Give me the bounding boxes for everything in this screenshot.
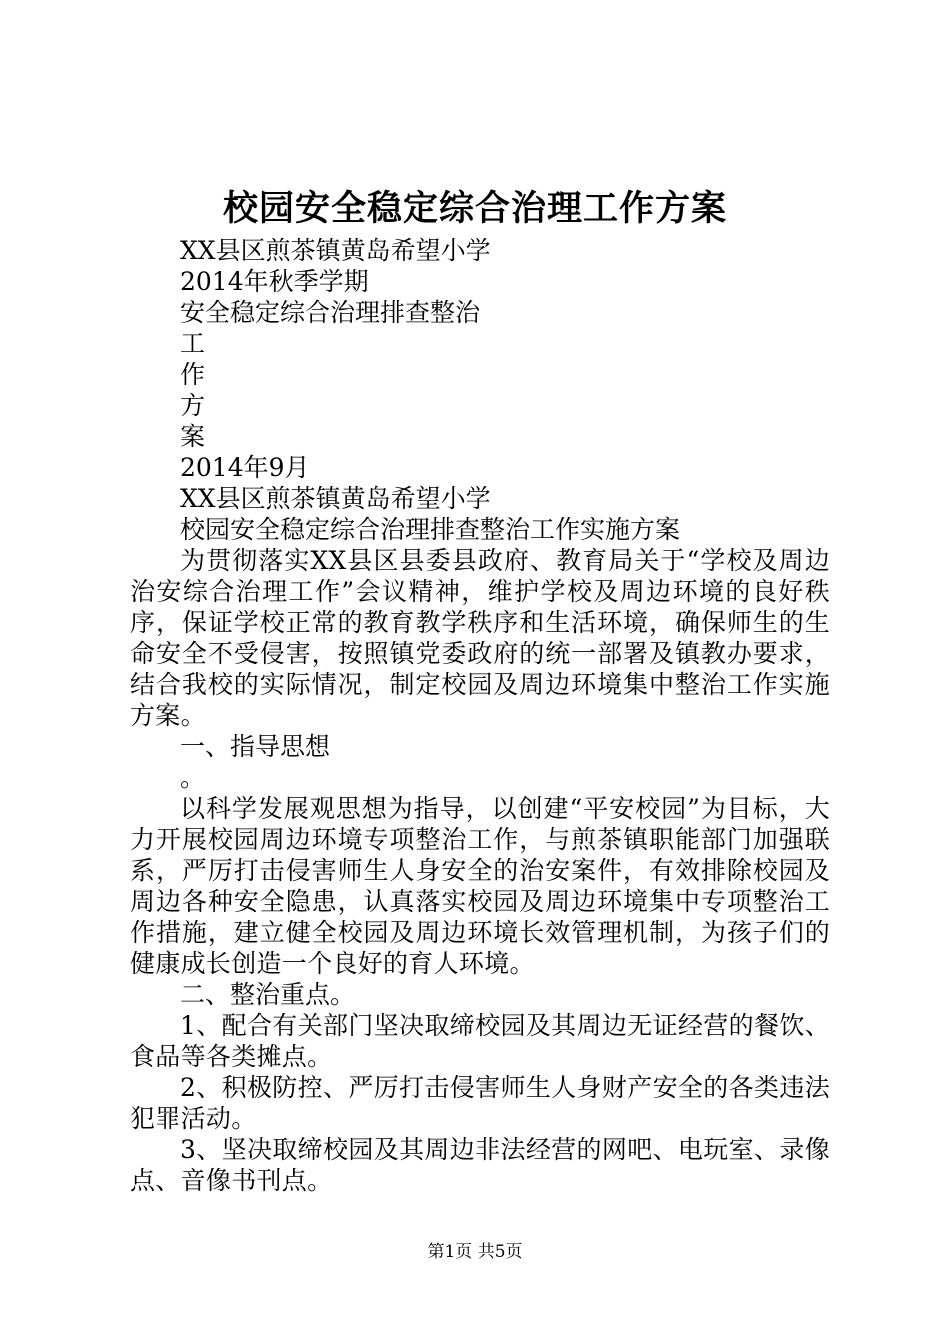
plan-title: 校园安全稳定综合治理排查整治工作实施方案 xyxy=(180,515,681,544)
section2-item: 3、坚决取缔校园及其周边非法经营的网吧、电玩室、录像点、音像书刊点。 xyxy=(130,1135,830,1195)
document-title: 校园安全稳定综合治理工作方案 xyxy=(222,188,727,229)
cover-school: XX县区煎茶镇黄岛希望小学 xyxy=(180,236,491,265)
cover-vertical-char: 作 xyxy=(180,360,206,389)
document-body xyxy=(130,235,830,1196)
section2-heading: 二、整治重点。 xyxy=(180,980,356,1009)
section2-item: 2、积极防控、严厉打击侵害师生人身财产安全的各类违法犯罪活动。 xyxy=(130,1073,830,1133)
section2-item: 1、配合有关部门坚决取缔校园及其周边无证经营的餐饮、食品等各类摊点。 xyxy=(130,1011,830,1071)
cover-vertical-char: 案 xyxy=(180,422,206,451)
cover-subject: 安全稳定综合治理排查整治 xyxy=(180,298,481,327)
cover-vertical-char: 工 xyxy=(180,329,206,358)
cover-school-repeat: XX县区煎茶镇黄岛希望小学 xyxy=(180,484,491,513)
cover-date: 2014年9月 xyxy=(180,453,310,482)
section1-paragraph: 以科学发展观思想为指导，以创建“平安校园”为目标，大力开展校园周边环境专项整治工作，与煎茶镇职能部门加强联系，严厉打击侵害师生人身安全的治安案件，有效排除校园及周边各种安全隐患，认真落实校园及周边环境集中专项整治工作措施，建立健全校园及周边环境长效管理机制，为孩子们的健康成长创造一个良好的育人环境。 xyxy=(130,794,830,978)
cover-vertical-char: 方 xyxy=(180,391,206,420)
cover-semester: 2014年秋季学期 xyxy=(180,267,369,296)
intro-paragraph: 为贯彻落实XX县区县委县政府、教育局关于“学校及周边治安综合治理工作”会议精神，维护学校及周边环境的良好秩序，保证学校正常的教育教学秩序和生活环境，确保师生的生命安全不受侵害，按照镇党委政府的统一部署及镇教办要求，结合我校的实际情况，制定校园及周边环境集中整治工作实施方案。 xyxy=(130,546,830,730)
section1-heading: 一、指导思想 xyxy=(180,732,331,761)
section1-dot: 。 xyxy=(180,763,206,792)
page-footer: 第1页 共5页 xyxy=(427,1242,523,1262)
